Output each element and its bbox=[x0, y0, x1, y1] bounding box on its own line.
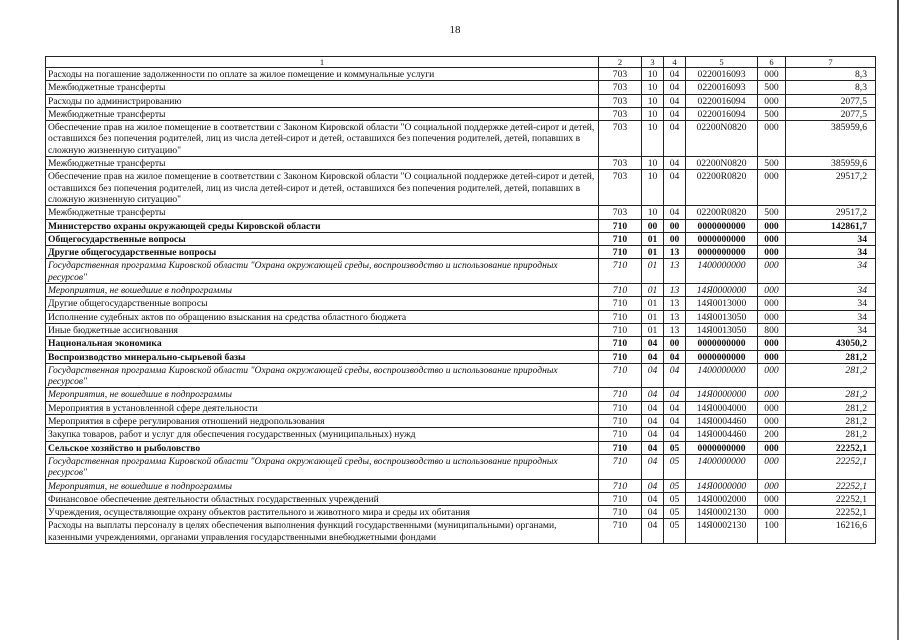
table-row bbox=[46, 479, 876, 492]
table-row bbox=[46, 492, 876, 505]
ministry-code-cell: 710 bbox=[599, 428, 642, 441]
subsection-code-cell: 05 bbox=[664, 441, 686, 454]
subsection-code-cell: 00 bbox=[664, 232, 686, 245]
expense-type-cell: 000 bbox=[758, 337, 786, 350]
expense-type-cell: 000 bbox=[758, 454, 786, 479]
ministry-code-cell: 710 bbox=[599, 441, 642, 454]
expense-type-cell: 000 bbox=[758, 297, 786, 310]
target-article-cell: 1400000000 bbox=[686, 259, 758, 284]
ministry-code-cell: 703 bbox=[599, 206, 642, 219]
scan-edge-shadow bbox=[897, 0, 899, 640]
subsection-code-cell: 04 bbox=[664, 121, 686, 157]
subsection-code-cell: 04 bbox=[664, 428, 686, 441]
table-row bbox=[46, 506, 876, 519]
target-article-cell: 0000000000 bbox=[686, 232, 758, 245]
subsection-code-cell: 04 bbox=[664, 206, 686, 219]
table-row bbox=[46, 259, 876, 284]
subsection-code-cell: 05 bbox=[664, 479, 686, 492]
amount-cell: 385959,6 bbox=[786, 157, 876, 170]
ministry-code-cell: 710 bbox=[599, 350, 642, 363]
ministry-code-cell: 703 bbox=[599, 170, 642, 206]
ministry-code-cell: 710 bbox=[599, 363, 642, 388]
target-article-cell: 0000000000 bbox=[686, 246, 758, 259]
table-row bbox=[46, 363, 876, 388]
amount-cell: 43050,2 bbox=[786, 337, 876, 350]
expense-type-cell: 000 bbox=[758, 415, 786, 428]
row-name-cell: Другие общегосударственные вопросы bbox=[46, 297, 599, 310]
expense-type-cell: 000 bbox=[758, 121, 786, 157]
expense-type-cell: 500 bbox=[758, 206, 786, 219]
section-code-cell: 04 bbox=[642, 479, 664, 492]
subsection-code-cell: 05 bbox=[664, 454, 686, 479]
ministry-code-cell: 710 bbox=[599, 297, 642, 310]
header-cell-section: 3 bbox=[642, 57, 664, 68]
header-cell-ministry: 2 bbox=[599, 57, 642, 68]
section-code-cell: 10 bbox=[642, 206, 664, 219]
table-row bbox=[46, 81, 876, 94]
amount-cell: 29517,2 bbox=[786, 170, 876, 206]
row-name-cell: Государственная программа Кировской области "Охрана окружающей среды, воспроизводство и использование природных ресурсов" bbox=[46, 259, 599, 284]
target-article-cell: 0220016093 bbox=[686, 81, 758, 94]
row-name-cell: Мероприятия, не вошедшие в подпрограммы bbox=[46, 388, 599, 401]
row-name-cell: Государственная программа Кировской области "Охрана окружающей среды, воспроизводство и использование природных ресурсов" bbox=[46, 454, 599, 479]
section-code-cell: 10 bbox=[642, 157, 664, 170]
row-name-cell: Иные бюджетные ассигнования bbox=[46, 323, 599, 336]
amount-cell: 281,2 bbox=[786, 363, 876, 388]
row-name-cell: Государственная программа Кировской области "Охрана окружающей среды, воспроизводство и использование природных ресурсов" bbox=[46, 363, 599, 388]
table-row bbox=[46, 337, 876, 350]
ministry-code-cell: 710 bbox=[599, 219, 642, 232]
subsection-code-cell: 05 bbox=[664, 492, 686, 505]
amount-cell: 34 bbox=[786, 297, 876, 310]
target-article-cell: 0000000000 bbox=[686, 350, 758, 363]
subsection-code-cell: 00 bbox=[664, 337, 686, 350]
amount-cell: 281,2 bbox=[786, 415, 876, 428]
row-name-cell: Учреждения, осуществляющие охрану объектов растительного и животного мира и среды их обитания bbox=[46, 506, 599, 519]
subsection-code-cell: 04 bbox=[664, 68, 686, 81]
amount-cell: 16216,6 bbox=[786, 519, 876, 544]
amount-cell: 34 bbox=[786, 232, 876, 245]
table-row bbox=[46, 121, 876, 157]
expense-type-cell: 100 bbox=[758, 519, 786, 544]
amount-cell: 34 bbox=[786, 323, 876, 336]
ministry-code-cell: 710 bbox=[599, 323, 642, 336]
target-article-cell: 1400000000 bbox=[686, 454, 758, 479]
ministry-code-cell: 710 bbox=[599, 337, 642, 350]
table-row bbox=[46, 246, 876, 259]
section-code-cell: 04 bbox=[642, 388, 664, 401]
expense-type-cell: 500 bbox=[758, 107, 786, 120]
subsection-code-cell: 05 bbox=[664, 519, 686, 544]
ministry-code-cell: 703 bbox=[599, 157, 642, 170]
ministry-code-cell: 710 bbox=[599, 259, 642, 284]
header-cell-target-article: 5 bbox=[686, 57, 758, 68]
subsection-code-cell: 13 bbox=[664, 323, 686, 336]
amount-cell: 34 bbox=[786, 259, 876, 284]
row-name-cell: Расходы по администрированию bbox=[46, 94, 599, 107]
table-row bbox=[46, 107, 876, 120]
table-row bbox=[46, 428, 876, 441]
row-name-cell: Общегосударственные вопросы bbox=[46, 232, 599, 245]
expense-type-cell: 000 bbox=[758, 479, 786, 492]
section-code-cell: 04 bbox=[642, 363, 664, 388]
expense-type-cell: 000 bbox=[758, 170, 786, 206]
subsection-code-cell: 04 bbox=[664, 107, 686, 120]
table-row bbox=[46, 415, 876, 428]
amount-cell: 142861,7 bbox=[786, 219, 876, 232]
page-number: 18 bbox=[449, 24, 461, 36]
ministry-code-cell: 710 bbox=[599, 284, 642, 297]
ministry-code-cell: 710 bbox=[599, 246, 642, 259]
expense-type-cell: 000 bbox=[758, 388, 786, 401]
target-article-cell: 0000000000 bbox=[686, 337, 758, 350]
header-cell-name: 1 bbox=[46, 57, 599, 68]
amount-cell: 34 bbox=[786, 284, 876, 297]
target-article-cell: 14Я0000000 bbox=[686, 479, 758, 492]
expense-type-cell: 000 bbox=[758, 68, 786, 81]
row-name-cell: Национальная экономика bbox=[46, 337, 599, 350]
subsection-code-cell: 13 bbox=[664, 246, 686, 259]
target-article-cell: 14Я0002130 bbox=[686, 506, 758, 519]
row-name-cell: Министерство охраны окружающей среды Кировской области bbox=[46, 219, 599, 232]
table-row bbox=[46, 94, 876, 107]
amount-cell: 385959,6 bbox=[786, 121, 876, 157]
header-cell-expense-type: 6 bbox=[758, 57, 786, 68]
amount-cell: 8,3 bbox=[786, 68, 876, 81]
section-code-cell: 01 bbox=[642, 259, 664, 284]
table-row bbox=[46, 519, 876, 544]
target-article-cell: 0220016093 bbox=[686, 68, 758, 81]
amount-cell: 22252,1 bbox=[786, 492, 876, 505]
amount-cell: 281,2 bbox=[786, 350, 876, 363]
section-code-cell: 01 bbox=[642, 310, 664, 323]
subsection-code-cell: 05 bbox=[664, 506, 686, 519]
section-code-cell: 04 bbox=[642, 506, 664, 519]
section-code-cell: 04 bbox=[642, 337, 664, 350]
amount-cell: 34 bbox=[786, 310, 876, 323]
section-code-cell: 04 bbox=[642, 441, 664, 454]
section-code-cell: 10 bbox=[642, 107, 664, 120]
section-code-cell: 10 bbox=[642, 81, 664, 94]
target-article-cell: 14Я0000000 bbox=[686, 388, 758, 401]
subsection-code-cell: 00 bbox=[664, 219, 686, 232]
expense-type-cell: 000 bbox=[758, 284, 786, 297]
target-article-cell: 0000000000 bbox=[686, 441, 758, 454]
subsection-code-cell: 13 bbox=[664, 310, 686, 323]
amount-cell: 22252,1 bbox=[786, 506, 876, 519]
target-article-cell: 14Я0004460 bbox=[686, 428, 758, 441]
target-article-cell: 0220016094 bbox=[686, 107, 758, 120]
table-row bbox=[46, 297, 876, 310]
expense-type-cell: 500 bbox=[758, 157, 786, 170]
table-body bbox=[46, 57, 876, 544]
amount-cell: 29517,2 bbox=[786, 206, 876, 219]
section-code-cell: 01 bbox=[642, 284, 664, 297]
ministry-code-cell: 710 bbox=[599, 454, 642, 479]
amount-cell: 281,2 bbox=[786, 428, 876, 441]
target-article-cell: 02200R0820 bbox=[686, 170, 758, 206]
row-name-cell: Расходы на погашение задолженности по оплате за жилое помещение и коммунальные услуги bbox=[46, 68, 599, 81]
amount-cell: 281,2 bbox=[786, 388, 876, 401]
amount-cell: 34 bbox=[786, 246, 876, 259]
amount-cell: 22252,1 bbox=[786, 441, 876, 454]
subsection-code-cell: 04 bbox=[664, 170, 686, 206]
expense-type-cell: 000 bbox=[758, 310, 786, 323]
section-code-cell: 04 bbox=[642, 454, 664, 479]
row-name-cell: Расходы на выплаты персоналу в целях обеспечения выполнения функций государственными (муниципальными) органами, казенными учреждениями, органами управления государственными внебюджетными фондами bbox=[46, 519, 599, 544]
subsection-code-cell: 13 bbox=[664, 259, 686, 284]
subsection-code-cell: 04 bbox=[664, 81, 686, 94]
table-row bbox=[46, 232, 876, 245]
expense-type-cell: 000 bbox=[758, 492, 786, 505]
row-name-cell: Воспроизводство минерально-сырьевой базы bbox=[46, 350, 599, 363]
row-name-cell: Обеспечение прав на жилое помещение в соответствии с Законом Кировской области "О социальной поддержке детей-сирот и детей, оставшихся без попечения родителей, лиц из числа детей-сирот и детей, оставшихся без попечения родителей, детей, попавших в сложную жизненную ситуацию" bbox=[46, 170, 599, 206]
expense-type-cell: 000 bbox=[758, 259, 786, 284]
amount-cell: 2077,5 bbox=[786, 94, 876, 107]
ministry-code-cell: 710 bbox=[599, 232, 642, 245]
target-article-cell: 0000000000 bbox=[686, 219, 758, 232]
row-name-cell: Межбюджетные трансферты bbox=[46, 157, 599, 170]
section-code-cell: 10 bbox=[642, 94, 664, 107]
section-code-cell: 00 bbox=[642, 219, 664, 232]
subsection-code-cell: 04 bbox=[664, 388, 686, 401]
row-name-cell: Мероприятия в сфере регулирования отношений недропользования bbox=[46, 415, 599, 428]
expense-type-cell: 000 bbox=[758, 219, 786, 232]
expense-type-cell: 000 bbox=[758, 94, 786, 107]
row-name-cell: Мероприятия, не вошедшие в подпрограммы bbox=[46, 284, 599, 297]
row-name-cell: Межбюджетные трансферты bbox=[46, 107, 599, 120]
ministry-code-cell: 703 bbox=[599, 81, 642, 94]
section-code-cell: 10 bbox=[642, 68, 664, 81]
section-code-cell: 01 bbox=[642, 297, 664, 310]
target-article-cell: 14Я0002000 bbox=[686, 492, 758, 505]
row-name-cell: Мероприятия, не вошедшие в подпрограммы bbox=[46, 479, 599, 492]
section-code-cell: 04 bbox=[642, 492, 664, 505]
amount-cell: 8,3 bbox=[786, 81, 876, 94]
expense-type-cell: 800 bbox=[758, 323, 786, 336]
expense-type-cell: 200 bbox=[758, 428, 786, 441]
section-code-cell: 01 bbox=[642, 232, 664, 245]
table-row bbox=[46, 323, 876, 336]
ministry-code-cell: 710 bbox=[599, 492, 642, 505]
target-article-cell: 14Я0013050 bbox=[686, 310, 758, 323]
table-row bbox=[46, 310, 876, 323]
section-code-cell: 04 bbox=[642, 428, 664, 441]
ministry-code-cell: 710 bbox=[599, 479, 642, 492]
subsection-code-cell: 04 bbox=[664, 94, 686, 107]
amount-cell: 2077,5 bbox=[786, 107, 876, 120]
table-row bbox=[46, 454, 876, 479]
expense-type-cell: 000 bbox=[758, 246, 786, 259]
row-name-cell: Другие общегосударственные вопросы bbox=[46, 246, 599, 259]
expense-type-cell: 000 bbox=[758, 401, 786, 414]
table-row bbox=[46, 388, 876, 401]
section-code-cell: 04 bbox=[642, 519, 664, 544]
table-row bbox=[46, 441, 876, 454]
ministry-code-cell: 703 bbox=[599, 121, 642, 157]
target-article-cell: 14Я0002130 bbox=[686, 519, 758, 544]
row-name-cell: Финансовое обеспечение деятельности областных государственных учреждений bbox=[46, 492, 599, 505]
expense-type-cell: 000 bbox=[758, 506, 786, 519]
ministry-code-cell: 710 bbox=[599, 506, 642, 519]
row-name-cell: Мероприятия в установленной сфере деятельности bbox=[46, 401, 599, 414]
subsection-code-cell: 04 bbox=[664, 415, 686, 428]
target-article-cell: 14Я0004000 bbox=[686, 401, 758, 414]
row-name-cell: Сельское хозяйство и рыболовство bbox=[46, 441, 599, 454]
header-cell-subsection: 4 bbox=[664, 57, 686, 68]
amount-cell: 22252,1 bbox=[786, 454, 876, 479]
subsection-code-cell: 04 bbox=[664, 401, 686, 414]
section-code-cell: 01 bbox=[642, 323, 664, 336]
table-row bbox=[46, 68, 876, 81]
section-code-cell: 01 bbox=[642, 246, 664, 259]
expense-type-cell: 000 bbox=[758, 441, 786, 454]
ministry-code-cell: 710 bbox=[599, 519, 642, 544]
subsection-code-cell: 04 bbox=[664, 157, 686, 170]
header-cell-amount: 7 bbox=[786, 57, 876, 68]
section-code-cell: 04 bbox=[642, 401, 664, 414]
ministry-code-cell: 710 bbox=[599, 401, 642, 414]
table-header-row bbox=[46, 57, 876, 68]
subsection-code-cell: 13 bbox=[664, 297, 686, 310]
ministry-code-cell: 710 bbox=[599, 310, 642, 323]
section-code-cell: 10 bbox=[642, 170, 664, 206]
row-name-cell: Закупка товаров, работ и услуг для обеспечения государственных (муниципальных) нужд bbox=[46, 428, 599, 441]
subsection-code-cell: 04 bbox=[664, 363, 686, 388]
target-article-cell: 02200N0820 bbox=[686, 121, 758, 157]
ministry-code-cell: 703 bbox=[599, 68, 642, 81]
expense-type-cell: 000 bbox=[758, 350, 786, 363]
amount-cell: 281,2 bbox=[786, 401, 876, 414]
ministry-code-cell: 710 bbox=[599, 388, 642, 401]
expense-type-cell: 500 bbox=[758, 81, 786, 94]
target-article-cell: 1400000000 bbox=[686, 363, 758, 388]
row-name-cell: Межбюджетные трансферты bbox=[46, 81, 599, 94]
row-name-cell: Обеспечение прав на жилое помещение в соответствии с Законом Кировской области "О социальной поддержке детей-сирот и детей, оставшихся без попечения родителей, лиц из числа детей-сирот и детей, оставшихся без попечения родителей, детей, попавших в сложную жизненную ситуацию" bbox=[46, 121, 599, 157]
row-name-cell: Межбюджетные трансферты bbox=[46, 206, 599, 219]
amount-cell: 22252,1 bbox=[786, 479, 876, 492]
target-article-cell: 14Я0013050 bbox=[686, 323, 758, 336]
table-row bbox=[46, 170, 876, 206]
table-row bbox=[46, 401, 876, 414]
table-row bbox=[46, 206, 876, 219]
subsection-code-cell: 04 bbox=[664, 350, 686, 363]
target-article-cell: 14Я0000000 bbox=[686, 284, 758, 297]
section-code-cell: 04 bbox=[642, 350, 664, 363]
target-article-cell: 14Я0004460 bbox=[686, 415, 758, 428]
expense-type-cell: 000 bbox=[758, 232, 786, 245]
target-article-cell: 02200N0820 bbox=[686, 157, 758, 170]
table-row bbox=[46, 284, 876, 297]
table-row bbox=[46, 157, 876, 170]
target-article-cell: 0220016094 bbox=[686, 94, 758, 107]
budget-table bbox=[45, 56, 876, 544]
table-row bbox=[46, 219, 876, 232]
ministry-code-cell: 703 bbox=[599, 107, 642, 120]
table-row bbox=[46, 350, 876, 363]
target-article-cell: 14Я0013000 bbox=[686, 297, 758, 310]
section-code-cell: 04 bbox=[642, 415, 664, 428]
section-code-cell: 10 bbox=[642, 121, 664, 157]
row-name-cell: Исполнение судебных актов по обращению взыскания на средства областного бюджета bbox=[46, 310, 599, 323]
expense-type-cell: 000 bbox=[758, 363, 786, 388]
ministry-code-cell: 703 bbox=[599, 94, 642, 107]
target-article-cell: 02200R0820 bbox=[686, 206, 758, 219]
ministry-code-cell: 710 bbox=[599, 415, 642, 428]
subsection-code-cell: 13 bbox=[664, 284, 686, 297]
